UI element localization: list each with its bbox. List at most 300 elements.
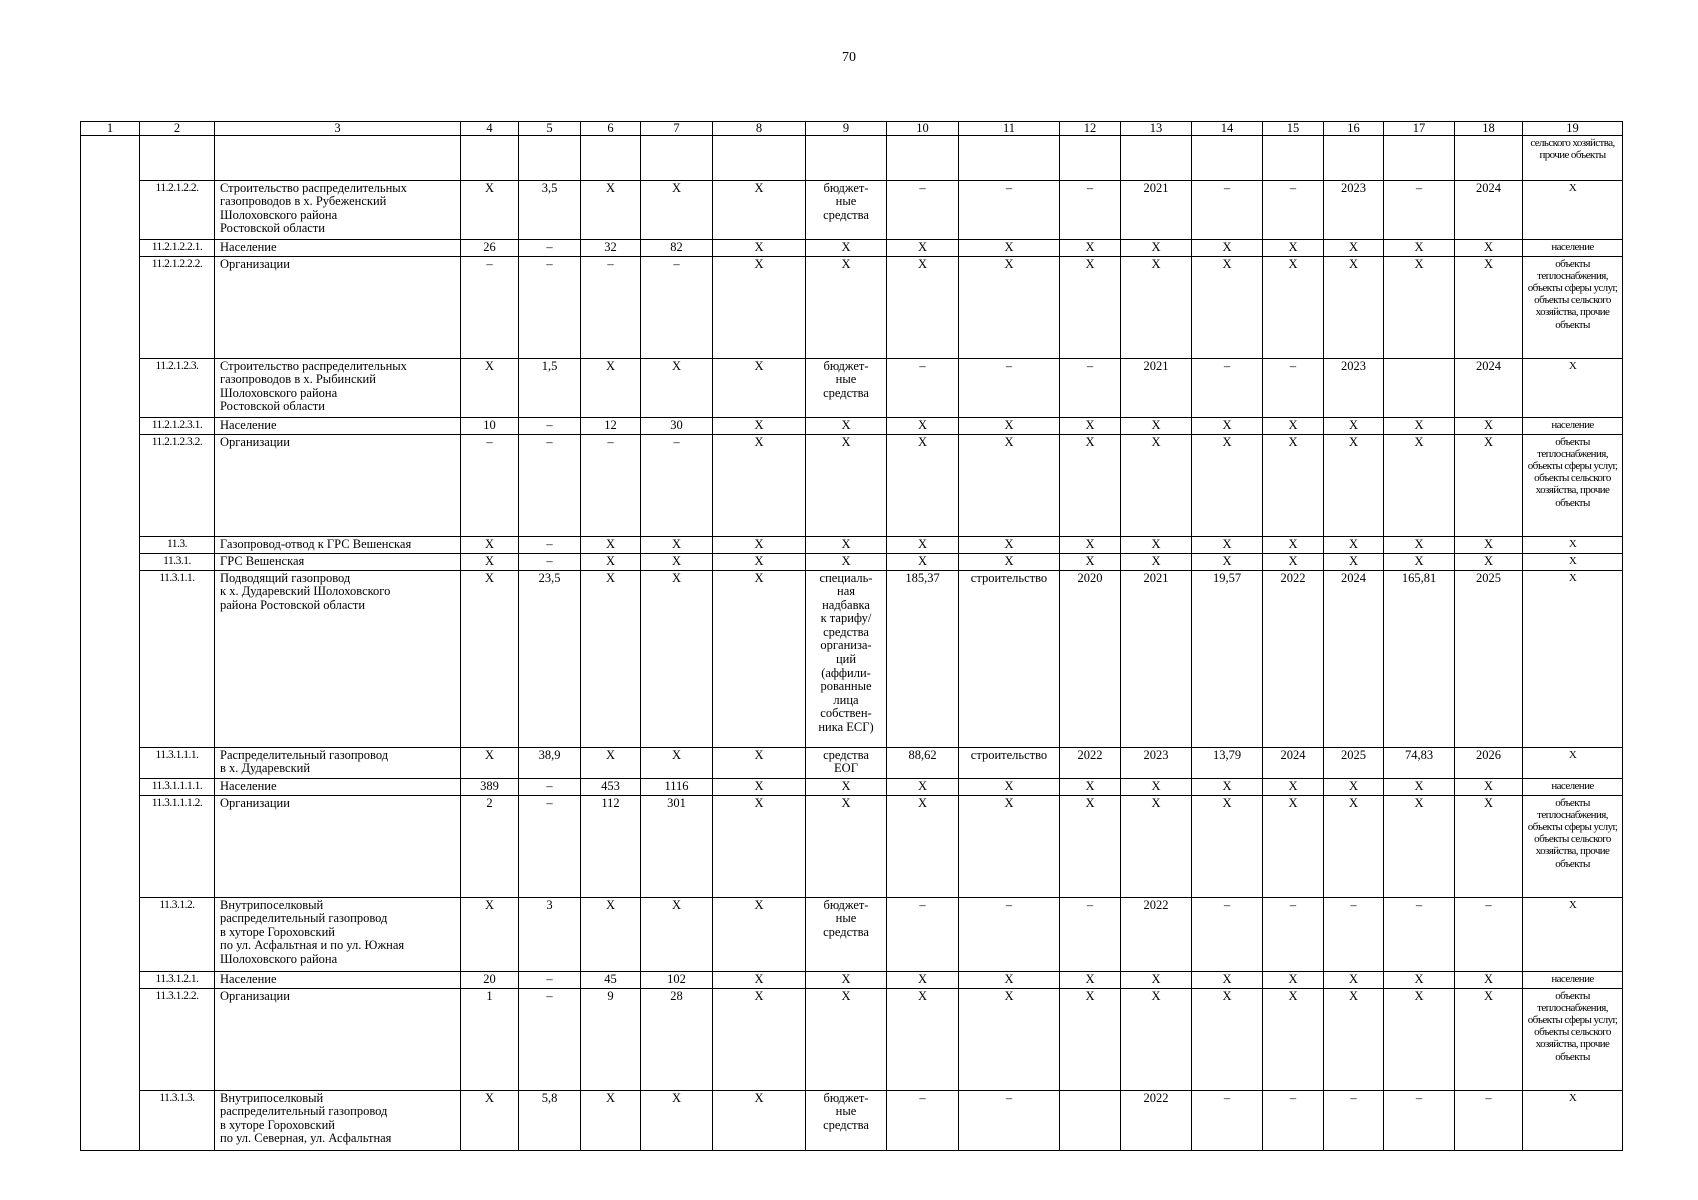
table-cell-col-14: X bbox=[1192, 988, 1263, 1090]
table-cell-col-12: X bbox=[1060, 795, 1121, 897]
table-cell-col-13: X bbox=[1121, 239, 1192, 256]
table-cell-col-8: X bbox=[713, 988, 806, 1090]
table-cell-col-12: 2022 bbox=[1060, 747, 1121, 778]
table-cell-col-12: X bbox=[1060, 988, 1121, 1090]
table-cell-col-14: – bbox=[1192, 897, 1263, 971]
table-cell-col-2: 11.2.1.2.2.2. bbox=[140, 256, 215, 358]
table-cell-col-10 bbox=[887, 136, 959, 181]
table-cell-col-11: X bbox=[959, 988, 1060, 1090]
table-cell-col-8: X bbox=[713, 434, 806, 536]
table-cell-col-3: Газопровод-отвод к ГРС Вешенская bbox=[215, 536, 461, 553]
table-cell-col-5: 23,5 bbox=[519, 570, 581, 747]
table-row bbox=[81, 358, 1623, 417]
table-cell-col-14: 13,79 bbox=[1192, 747, 1263, 778]
table-cell-col-7: 102 bbox=[641, 971, 713, 988]
table-cell-col-4: X bbox=[461, 536, 519, 553]
table-cell-col-17: X bbox=[1384, 536, 1455, 553]
table-cell-col-18: X bbox=[1455, 434, 1523, 536]
table-row bbox=[81, 136, 1623, 181]
table-cell-col-15: X bbox=[1263, 971, 1324, 988]
table-cell-col-13 bbox=[1121, 136, 1192, 181]
table-cell-col-16: X bbox=[1324, 988, 1384, 1090]
table-cell-col-9: X bbox=[806, 536, 887, 553]
table-cell-col-11: строительство bbox=[959, 747, 1060, 778]
table-cell-col-14: – bbox=[1192, 180, 1263, 239]
table-cell-col-17: – bbox=[1384, 180, 1455, 239]
table-cell-col-16 bbox=[1324, 136, 1384, 181]
table-cell-col-15: – bbox=[1263, 1090, 1324, 1151]
table-cell-col-17: X bbox=[1384, 988, 1455, 1090]
table-cell-col-9: бюджет- ные средства bbox=[806, 897, 887, 971]
table-cell-col-11: X bbox=[959, 971, 1060, 988]
table-cell-col-10: X bbox=[887, 434, 959, 536]
table-cell-col-19: объекты теплоснабжения, объекты сферы услуг, объекты сельского хозяйства, прочие объекты bbox=[1523, 988, 1623, 1090]
table-cell-col-19: население bbox=[1523, 417, 1623, 434]
table-cell-col-6: – bbox=[581, 434, 641, 536]
table-cell-col-16: 2023 bbox=[1324, 358, 1384, 417]
table-cell-col-8: X bbox=[713, 358, 806, 417]
table-row bbox=[81, 239, 1623, 256]
table-cell-col-2 bbox=[140, 136, 215, 181]
table-cell-col-1 bbox=[81, 136, 140, 181]
table-cell-col-15: X bbox=[1263, 417, 1324, 434]
table-cell-col-6: X bbox=[581, 570, 641, 747]
table-cell-col-4: 2 bbox=[461, 795, 519, 897]
table-cell-col-11: X bbox=[959, 795, 1060, 897]
table-cell-col-8: X bbox=[713, 795, 806, 897]
table-cell-col-7: X bbox=[641, 747, 713, 778]
table-cell-col-15: 2022 bbox=[1263, 570, 1324, 747]
table-cell-col-7: 301 bbox=[641, 795, 713, 897]
table-row bbox=[81, 180, 1623, 239]
table-cell-col-17: 165,81 bbox=[1384, 570, 1455, 747]
table-cell-col-4: X bbox=[461, 180, 519, 239]
table-cell-col-5: 3 bbox=[519, 897, 581, 971]
table-cell-col-19: X bbox=[1523, 553, 1623, 570]
table-cell-col-13: X bbox=[1121, 536, 1192, 553]
table-cell-col-19: объекты теплоснабжения, объекты сферы услуг, объекты сельского хозяйства, прочие объекты bbox=[1523, 434, 1623, 536]
table-cell-col-6: X bbox=[581, 180, 641, 239]
table-cell-col-7: 1116 bbox=[641, 778, 713, 795]
table-cell-col-12: – bbox=[1060, 897, 1121, 971]
table-cell-col-2: 11.2.1.2.3.2. bbox=[140, 434, 215, 536]
table-cell-col-16: X bbox=[1324, 256, 1384, 358]
table-cell-col-17: X bbox=[1384, 256, 1455, 358]
table-cell-col-7: – bbox=[641, 434, 713, 536]
table-cell-col-18: X bbox=[1455, 988, 1523, 1090]
table-cell-col-10: X bbox=[887, 988, 959, 1090]
table-cell-col-15: X bbox=[1263, 239, 1324, 256]
table-row bbox=[81, 795, 1623, 897]
table-cell-col-6 bbox=[581, 136, 641, 181]
table-cell-col-9: специаль- ная надбавка к тарифу/ средства организа- ций (аффили- рованные лица собствен- ника ЕСГ) bbox=[806, 570, 887, 747]
page-number: 70 bbox=[842, 50, 856, 65]
table-cell-col-5: – bbox=[519, 256, 581, 358]
table-row bbox=[81, 434, 1623, 536]
table-cell-col-8: X bbox=[713, 417, 806, 434]
table-row bbox=[81, 747, 1623, 778]
table-cell-col-3: Организации bbox=[215, 434, 461, 536]
header-cell-15: 15 bbox=[1263, 122, 1324, 136]
table-cell-col-4: X bbox=[461, 1090, 519, 1151]
table-cell-col-6: X bbox=[581, 1090, 641, 1151]
table-cell-col-15: – bbox=[1263, 358, 1324, 417]
table-cell-col-10: X bbox=[887, 417, 959, 434]
table-cell-col-3: Строительство распределительных газопроводов в х. Рыбинский Шолоховского района Ростовской области bbox=[215, 358, 461, 417]
table-cell-col-19: население bbox=[1523, 971, 1623, 988]
header-cell-4: 4 bbox=[461, 122, 519, 136]
table-cell-col-18: – bbox=[1455, 1090, 1523, 1151]
table-cell-col-5: – bbox=[519, 971, 581, 988]
table-row bbox=[81, 417, 1623, 434]
table-cell-col-18: X bbox=[1455, 256, 1523, 358]
table-cell-col-12: X bbox=[1060, 256, 1121, 358]
table-cell-col-18: 2024 bbox=[1455, 180, 1523, 239]
table-cell-col-8: X bbox=[713, 570, 806, 747]
table-cell-col-9: бюджет- ные средства bbox=[806, 1090, 887, 1151]
table-cell-col-4: X bbox=[461, 570, 519, 747]
table-cell-col-5 bbox=[519, 136, 581, 181]
table-cell-col-2: 11.3.1.1.1.1. bbox=[140, 778, 215, 795]
table-cell-col-6: X bbox=[581, 536, 641, 553]
table-cell-col-17: X bbox=[1384, 417, 1455, 434]
table-cell-col-13: 2022 bbox=[1121, 897, 1192, 971]
table-cell-col-10: – bbox=[887, 358, 959, 417]
table-cell-col-6: 12 bbox=[581, 417, 641, 434]
table-cell-col-1 bbox=[81, 553, 140, 570]
table-row bbox=[81, 971, 1623, 988]
table-cell-col-16: X bbox=[1324, 239, 1384, 256]
table-cell-col-8: X bbox=[713, 1090, 806, 1151]
table-cell-col-13: 2021 bbox=[1121, 358, 1192, 417]
header-cell-2: 2 bbox=[140, 122, 215, 136]
table-cell-col-8 bbox=[713, 136, 806, 181]
table-cell-col-13: 2022 bbox=[1121, 1090, 1192, 1151]
header-cell-5: 5 bbox=[519, 122, 581, 136]
table-cell-col-15: – bbox=[1263, 180, 1324, 239]
header-cell-8: 8 bbox=[713, 122, 806, 136]
table-cell-col-1 bbox=[81, 778, 140, 795]
table-cell-col-17: X bbox=[1384, 434, 1455, 536]
table-cell-col-16: X bbox=[1324, 795, 1384, 897]
table-cell-col-3 bbox=[215, 136, 461, 181]
table-cell-col-2: 11.3.1.2.1. bbox=[140, 971, 215, 988]
table-cell-col-14: – bbox=[1192, 358, 1263, 417]
table-cell-col-16: X bbox=[1324, 434, 1384, 536]
table-row bbox=[81, 256, 1623, 358]
table-cell-col-1 bbox=[81, 570, 140, 747]
table-cell-col-7: X bbox=[641, 553, 713, 570]
table-cell-col-2: 11.2.1.2.3. bbox=[140, 358, 215, 417]
table-cell-col-2: 11.3.1.2.2. bbox=[140, 988, 215, 1090]
table-cell-col-12 bbox=[1060, 1090, 1121, 1151]
table-cell-col-12: – bbox=[1060, 358, 1121, 417]
table-cell-col-13: 2023 bbox=[1121, 747, 1192, 778]
table-cell-col-14: X bbox=[1192, 778, 1263, 795]
table-cell-col-16: 2025 bbox=[1324, 747, 1384, 778]
table-cell-col-9: X bbox=[806, 795, 887, 897]
table-cell-col-17 bbox=[1384, 136, 1455, 181]
table-cell-col-17: X bbox=[1384, 553, 1455, 570]
table-cell-col-1 bbox=[81, 897, 140, 971]
table-cell-col-16: X bbox=[1324, 417, 1384, 434]
table-cell-col-17 bbox=[1384, 358, 1455, 417]
table-cell-col-8: X bbox=[713, 180, 806, 239]
table-cell-col-18: X bbox=[1455, 239, 1523, 256]
table-cell-col-17: X bbox=[1384, 971, 1455, 988]
table-cell-col-10: 185,37 bbox=[887, 570, 959, 747]
table-cell-col-11: – bbox=[959, 358, 1060, 417]
table-cell-col-3: Внутрипоселковый распределительный газопровод в хуторе Гороховский по ул. Асфальтная и по ул. Южная Шолоховского района bbox=[215, 897, 461, 971]
table-cell-col-12 bbox=[1060, 136, 1121, 181]
table-cell-col-14 bbox=[1192, 136, 1263, 181]
table-cell-col-5: 3,5 bbox=[519, 180, 581, 239]
table-cell-col-18: X bbox=[1455, 795, 1523, 897]
table-cell-col-14: X bbox=[1192, 239, 1263, 256]
table-cell-col-18 bbox=[1455, 136, 1523, 181]
table-cell-col-12: 2020 bbox=[1060, 570, 1121, 747]
header-cell-18: 18 bbox=[1455, 122, 1523, 136]
table-cell-col-7: X bbox=[641, 897, 713, 971]
table-cell-col-4: X bbox=[461, 553, 519, 570]
table-cell-col-13: 2021 bbox=[1121, 570, 1192, 747]
table-cell-col-10: X bbox=[887, 256, 959, 358]
table-cell-col-12: X bbox=[1060, 417, 1121, 434]
table-cell-col-16: X bbox=[1324, 971, 1384, 988]
table-cell-col-2: 11.3.1.1. bbox=[140, 570, 215, 747]
table-cell-col-9: средства ЕОГ bbox=[806, 747, 887, 778]
header-cell-10: 10 bbox=[887, 122, 959, 136]
table-cell-col-15: – bbox=[1263, 897, 1324, 971]
header-cell-6: 6 bbox=[581, 122, 641, 136]
table-cell-col-2: 11.2.1.2.2. bbox=[140, 180, 215, 239]
header-cell-13: 13 bbox=[1121, 122, 1192, 136]
table-cell-col-3: Население bbox=[215, 239, 461, 256]
table-cell-col-15: X bbox=[1263, 434, 1324, 536]
table-cell-col-13: X bbox=[1121, 988, 1192, 1090]
table-cell-col-13: X bbox=[1121, 256, 1192, 358]
table-row bbox=[81, 570, 1623, 747]
table-cell-col-17: X bbox=[1384, 239, 1455, 256]
table-cell-col-8: X bbox=[713, 971, 806, 988]
table-cell-col-1 bbox=[81, 417, 140, 434]
table-cell-col-3: Внутрипоселковый распределительный газопровод в хуторе Гороховский по ул. Северная, ул. Асфальтная bbox=[215, 1090, 461, 1151]
table-cell-col-1 bbox=[81, 971, 140, 988]
table-cell-col-15: 2024 bbox=[1263, 747, 1324, 778]
table-cell-col-13: 2021 bbox=[1121, 180, 1192, 239]
header-cell-3: 3 bbox=[215, 122, 461, 136]
table-cell-col-15: X bbox=[1263, 988, 1324, 1090]
table-cell-col-12: – bbox=[1060, 180, 1121, 239]
table-cell-col-10: – bbox=[887, 180, 959, 239]
table-cell-col-12: X bbox=[1060, 536, 1121, 553]
table-cell-col-9: X bbox=[806, 256, 887, 358]
table-cell-col-13: X bbox=[1121, 553, 1192, 570]
table-cell-col-7: X bbox=[641, 1090, 713, 1151]
table-cell-col-3: Население bbox=[215, 778, 461, 795]
table-cell-col-17: X bbox=[1384, 795, 1455, 897]
table-cell-col-3: Строительство распределительных газопроводов в х. Рубеженский Шолоховского района Ростовской области bbox=[215, 180, 461, 239]
table-cell-col-3: ГРС Вешенская bbox=[215, 553, 461, 570]
table-cell-col-9: бюджет- ные средства bbox=[806, 358, 887, 417]
table-cell-col-2: 11.3. bbox=[140, 536, 215, 553]
table-row bbox=[81, 897, 1623, 971]
table-cell-col-10: X bbox=[887, 778, 959, 795]
table-cell-col-2: 11.3.1. bbox=[140, 553, 215, 570]
table-cell-col-8: X bbox=[713, 553, 806, 570]
table-cell-col-5: – bbox=[519, 553, 581, 570]
table-cell-col-9: X bbox=[806, 778, 887, 795]
table-cell-col-6: X bbox=[581, 358, 641, 417]
table-cell-col-18: 2026 bbox=[1455, 747, 1523, 778]
table-cell-col-14: X bbox=[1192, 256, 1263, 358]
table-cell-col-12: X bbox=[1060, 434, 1121, 536]
table-cell-col-4: X bbox=[461, 358, 519, 417]
table-cell-col-17: 74,83 bbox=[1384, 747, 1455, 778]
table-cell-col-6: X bbox=[581, 747, 641, 778]
table-cell-col-10: X bbox=[887, 553, 959, 570]
table-cell-col-6: X bbox=[581, 553, 641, 570]
table-cell-col-1 bbox=[81, 434, 140, 536]
table-cell-col-5: 1,5 bbox=[519, 358, 581, 417]
table-row bbox=[81, 988, 1623, 1090]
header-cell-16: 16 bbox=[1324, 122, 1384, 136]
table-cell-col-13: X bbox=[1121, 417, 1192, 434]
table-cell-col-4: 20 bbox=[461, 971, 519, 988]
table-cell-col-19: население bbox=[1523, 778, 1623, 795]
table-cell-col-3: Организации bbox=[215, 256, 461, 358]
table-cell-col-19: X bbox=[1523, 1090, 1623, 1151]
table-cell-col-18: X bbox=[1455, 536, 1523, 553]
table-cell-col-3: Организации bbox=[215, 795, 461, 897]
table-row bbox=[81, 553, 1623, 570]
table-cell-col-5: – bbox=[519, 778, 581, 795]
table-cell-col-18: 2024 bbox=[1455, 358, 1523, 417]
table-cell-col-12: X bbox=[1060, 971, 1121, 988]
table-cell-col-4: X bbox=[461, 747, 519, 778]
table-cell-col-1 bbox=[81, 180, 140, 239]
header-cell-19: 19 bbox=[1523, 122, 1623, 136]
table-cell-col-2: 11.3.1.1.1.2. bbox=[140, 795, 215, 897]
table-cell-col-12: X bbox=[1060, 553, 1121, 570]
table-cell-col-13: X bbox=[1121, 795, 1192, 897]
table-cell-col-19: сельского хозяйства, прочие объекты bbox=[1523, 136, 1623, 181]
table-cell-col-9: X bbox=[806, 971, 887, 988]
table-cell-col-4 bbox=[461, 136, 519, 181]
table-cell-col-19: X bbox=[1523, 536, 1623, 553]
header-cell-14: 14 bbox=[1192, 122, 1263, 136]
table-cell-col-11: X bbox=[959, 256, 1060, 358]
table-cell-col-18: – bbox=[1455, 897, 1523, 971]
table-cell-col-4: 26 bbox=[461, 239, 519, 256]
table-cell-col-11: X bbox=[959, 239, 1060, 256]
table-cell-col-2: 11.2.1.2.2.1. bbox=[140, 239, 215, 256]
header-cell-9: 9 bbox=[806, 122, 887, 136]
table-cell-col-14: X bbox=[1192, 417, 1263, 434]
table-cell-col-14: – bbox=[1192, 1090, 1263, 1151]
table-cell-col-1 bbox=[81, 536, 140, 553]
table-cell-col-16: X bbox=[1324, 536, 1384, 553]
table-cell-col-12: X bbox=[1060, 778, 1121, 795]
table-cell-col-7: X bbox=[641, 180, 713, 239]
table-cell-col-19: объекты теплоснабжения, объекты сферы услуг, объекты сельского хозяйства, прочие объекты bbox=[1523, 256, 1623, 358]
table-cell-col-8: X bbox=[713, 239, 806, 256]
table-cell-col-15: X bbox=[1263, 536, 1324, 553]
table-cell-col-10: 88,62 bbox=[887, 747, 959, 778]
table-cell-col-10: – bbox=[887, 897, 959, 971]
table-cell-col-1 bbox=[81, 988, 140, 1090]
table-cell-col-16: 2023 bbox=[1324, 180, 1384, 239]
table-cell-col-19: X bbox=[1523, 747, 1623, 778]
table-cell-col-3: Организации bbox=[215, 988, 461, 1090]
table-cell-col-11: X bbox=[959, 417, 1060, 434]
table-cell-col-6: 112 bbox=[581, 795, 641, 897]
table-cell-col-6: – bbox=[581, 256, 641, 358]
table-cell-col-17: X bbox=[1384, 778, 1455, 795]
table-cell-col-5: – bbox=[519, 795, 581, 897]
table-cell-col-7: 30 bbox=[641, 417, 713, 434]
table-cell-col-5: – bbox=[519, 239, 581, 256]
table-cell-col-19: X bbox=[1523, 358, 1623, 417]
table-cell-col-13: X bbox=[1121, 434, 1192, 536]
table-cell-col-11: X bbox=[959, 778, 1060, 795]
table-cell-col-4: 389 bbox=[461, 778, 519, 795]
table-cell-col-13: X bbox=[1121, 778, 1192, 795]
header-cell-12: 12 bbox=[1060, 122, 1121, 136]
table-cell-col-11: – bbox=[959, 897, 1060, 971]
table-cell-col-19: X bbox=[1523, 570, 1623, 747]
table-cell-col-9: X bbox=[806, 434, 887, 536]
data-table bbox=[80, 121, 1623, 1151]
table-cell-col-8: X bbox=[713, 897, 806, 971]
table-cell-col-5: – bbox=[519, 434, 581, 536]
table-cell-col-5: 5,8 bbox=[519, 1090, 581, 1151]
table-cell-col-11: X bbox=[959, 434, 1060, 536]
table-cell-col-16: X bbox=[1324, 553, 1384, 570]
table-cell-col-11: – bbox=[959, 180, 1060, 239]
table-cell-col-18: 2025 bbox=[1455, 570, 1523, 747]
table-cell-col-14: 19,57 bbox=[1192, 570, 1263, 747]
table-cell-col-11: X bbox=[959, 553, 1060, 570]
header-cell-1: 1 bbox=[81, 122, 140, 136]
table-cell-col-9: бюджет- ные средства bbox=[806, 180, 887, 239]
header-cell-17: 17 bbox=[1384, 122, 1455, 136]
table-cell-col-11: строительство bbox=[959, 570, 1060, 747]
table-cell-col-5: – bbox=[519, 417, 581, 434]
table-cell-col-19: X bbox=[1523, 897, 1623, 971]
table-cell-col-18: X bbox=[1455, 778, 1523, 795]
table-cell-col-3: Население bbox=[215, 417, 461, 434]
table-cell-col-2: 11.3.1.1.1. bbox=[140, 747, 215, 778]
table-cell-col-4: 1 bbox=[461, 988, 519, 1090]
table-cell-col-10: X bbox=[887, 239, 959, 256]
table-cell-col-10: X bbox=[887, 536, 959, 553]
table-cell-col-4: X bbox=[461, 897, 519, 971]
table-cell-col-7: X bbox=[641, 570, 713, 747]
header-cell-11: 11 bbox=[959, 122, 1060, 136]
table-cell-col-11 bbox=[959, 136, 1060, 181]
table-cell-col-19: объекты теплоснабжения, объекты сферы услуг, объекты сельского хозяйства, прочие объекты bbox=[1523, 795, 1623, 897]
table-cell-col-13: X bbox=[1121, 971, 1192, 988]
table-cell-col-7: X bbox=[641, 358, 713, 417]
table-cell-col-6: 32 bbox=[581, 239, 641, 256]
table-cell-col-1 bbox=[81, 747, 140, 778]
table-cell-col-3: Подводящий газопровод к х. Дударевский Шолоховского района Ростовской области bbox=[215, 570, 461, 747]
table-cell-col-2: 11.3.1.2. bbox=[140, 897, 215, 971]
table-cell-col-1 bbox=[81, 1090, 140, 1151]
table-cell-col-9: X bbox=[806, 988, 887, 1090]
table-cell-col-15: X bbox=[1263, 256, 1324, 358]
